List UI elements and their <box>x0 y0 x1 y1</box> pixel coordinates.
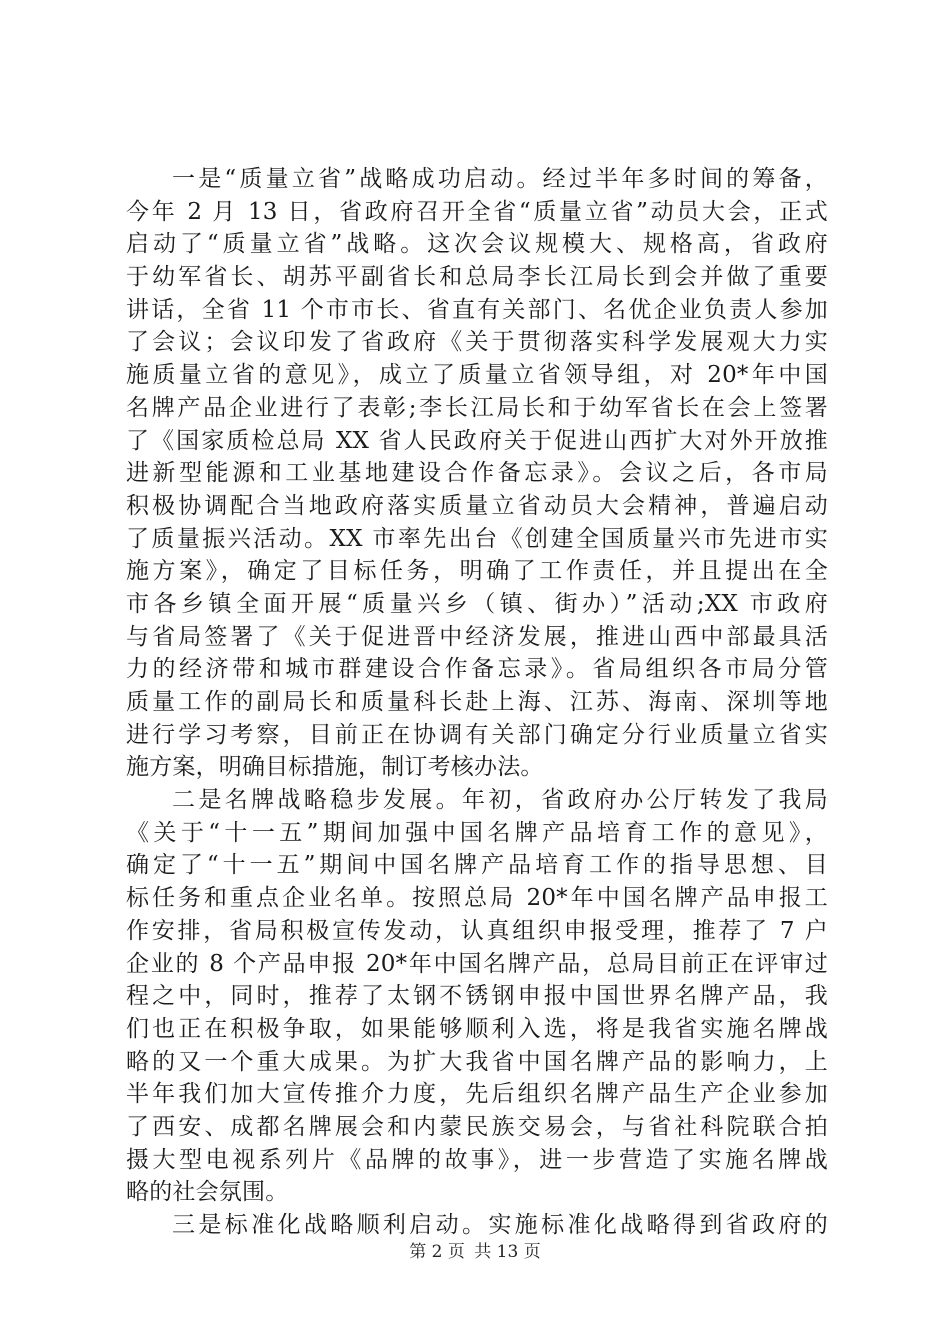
text-line: 市各乡镇全面开展“质量兴乡（镇、街办）”活动;XX 市政府 <box>126 590 828 617</box>
text-line: 于幼军省长、胡苏平副省长和总局李长江局长到会并做了重要 <box>126 264 828 291</box>
text-line: 三是标准化战略顺利启动。实施标准化战略得到省政府的 <box>172 1212 828 1238</box>
text-line: 标任务和重点企业名单。按照总局 20*年中国名牌产品申报工 <box>126 885 828 912</box>
page-footer <box>0 1240 950 1264</box>
text-line: 二是名牌战略稳步发展。年初，省政府办公厅转发了我局 <box>172 787 828 814</box>
paragraph <box>126 163 828 784</box>
text-line: 施方案》，确定了目标任务，明确了工作责任，并且提出在全 <box>126 558 828 585</box>
text-line: 施质量立省的意见》，成立了质量立省领导组，对 20*年中国 <box>126 362 828 389</box>
text-line: 进行学习考察，目前正在协调有关部门确定分行业质量立省实 <box>126 721 828 748</box>
text-line: 程之中，同时，推荐了太钢不锈钢申报中国世界名牌产品，我 <box>126 983 828 1010</box>
text-line: 们也正在积极争取，如果能够顺利入选，将是我省实施名牌战 <box>126 1015 828 1042</box>
text-line: 了《国家质检总局 XX 省人民政府关于促进山西扩大对外开放推 <box>126 427 828 454</box>
text-line: 一是“质量立省”战略成功启动。经过半年多时间的筹备， <box>172 166 828 192</box>
page-number: 第 2 页 <box>409 1242 465 1262</box>
text-line: 质量工作的副局长和质量科长赴上海、江苏、海南、深圳等地 <box>126 689 828 715</box>
text-line: 力的经济带和城市群建设合作备忘录》。省局组织各市局分管 <box>126 656 828 683</box>
paragraph <box>126 784 828 1209</box>
text-line: 了质量振兴活动。XX 市率先出台《创建全国质量兴市先进市实 <box>126 525 828 552</box>
text-line: 今年 2 月 13 日，省政府召开全省“质量立省”动员大会，正式 <box>126 198 828 225</box>
document-body <box>126 163 828 1242</box>
page-total: 共 13 页 <box>474 1242 541 1262</box>
text-line: 了会议；会议印发了省政府《关于贯彻落实科学发展观大力实 <box>126 329 828 356</box>
text-line: 半年我们加大宣传推介力度，先后组织名牌产品生产企业参加 <box>126 1081 828 1108</box>
text-line: 略的又一个重大成果。为扩大我省中国名牌产品的影响力，上 <box>126 1048 828 1075</box>
text-line: 施方案，明确目标措施，制订考核办法。 <box>126 754 544 781</box>
text-line: 启动了“质量立省”战略。这次会议规模大、规格高，省政府 <box>126 231 828 258</box>
text-line: 确定了“十一五”期间中国名牌产品培育工作的指导思想、目 <box>126 852 828 879</box>
text-line: 积极协调配合当地政府落实质量立省动员大会精神，普遍启动 <box>126 492 828 519</box>
text-line: 与省局签署了《关于促进晋中经济发展，推进山西中部最具活 <box>126 623 828 650</box>
text-line: 名牌产品企业进行了表彰;李长江局长和于幼军省长在会上签署 <box>126 394 828 421</box>
text-line: 《关于“十一五”期间加强中国名牌产品培育工作的意见》， <box>126 819 828 846</box>
text-line: 摄大型电视系列片《品牌的故事》，进一步营造了实施名牌战 <box>126 1146 828 1173</box>
text-line: 了西安、成都名牌展会和内蒙民族交易会，与省社科院联合拍 <box>126 1113 828 1140</box>
text-line: 讲话，全省 11 个市市长、省直有关部门、名优企业负责人参加 <box>126 296 828 323</box>
text-line: 略的社会氛围。 <box>126 1179 289 1206</box>
text-line: 企业的 8 个产品申报 20*年中国名牌产品，总局目前正在评审过 <box>126 950 828 977</box>
text-line: 作安排，省局积极宣传发动，认真组织申报受理，推荐了 7 户 <box>126 917 828 944</box>
paragraph <box>126 1209 828 1242</box>
text-line: 进新型能源和工业基地建设合作备忘录》。会议之后，各市局 <box>126 460 828 487</box>
